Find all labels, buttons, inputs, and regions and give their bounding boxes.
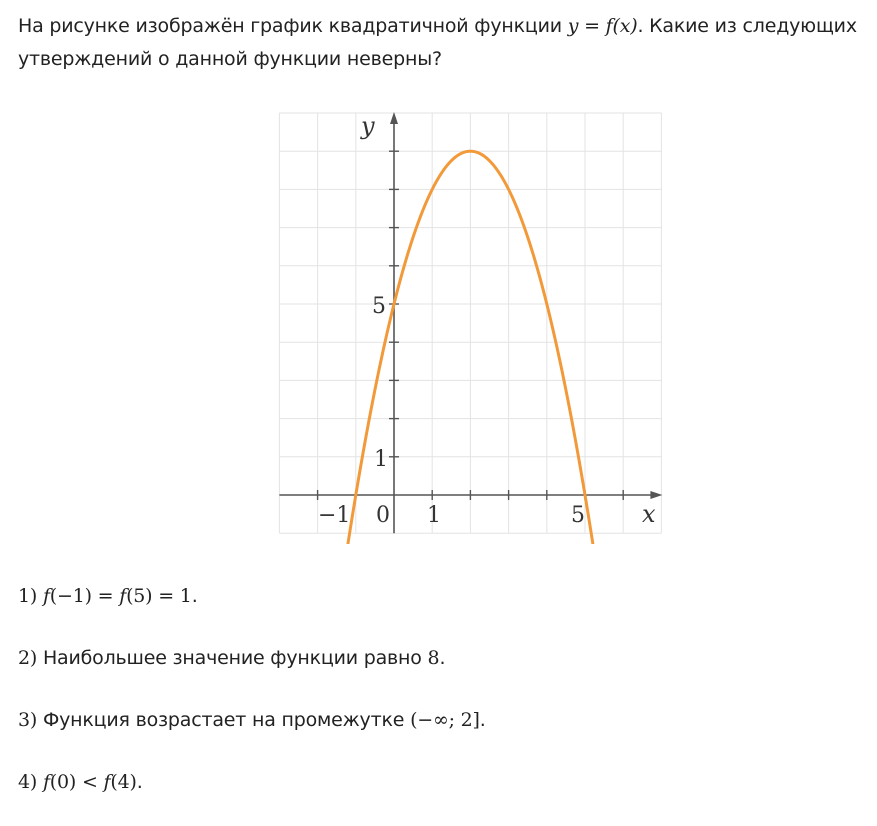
option-number: 2) [18, 647, 38, 669]
axes [279, 112, 662, 533]
option-math: f(−1) = f(5) = 1 [42, 585, 192, 607]
option-tail: . [191, 585, 198, 607]
y-axis-arrow [390, 112, 398, 124]
question-formula: y = f(x) [567, 15, 638, 37]
x-axis-label: x [642, 500, 656, 528]
option-tail: . [136, 771, 143, 793]
option-text: Наибольшее значение функции равно [42, 647, 428, 669]
question-part1: На рисунке изображён график квадратичной функции [18, 15, 568, 37]
option-value: 8 [427, 647, 440, 669]
option-value: (−∞; 2] [410, 709, 480, 731]
option-tail: . [439, 647, 446, 669]
tick-label-y-1: 1 [374, 447, 388, 472]
question-text [18, 10, 863, 76]
answer-options [18, 578, 863, 826]
graph-svg [270, 104, 670, 544]
option-3 [18, 702, 863, 764]
function-graph [270, 104, 670, 544]
tick-label-x-1: 1 [427, 503, 441, 528]
option-number: 1) [18, 585, 38, 607]
option-text: Функция возрастает на промежутке [42, 709, 411, 731]
option-math: f(0) < f(4) [42, 771, 137, 793]
option-2 [18, 640, 863, 702]
option-4 [18, 764, 863, 826]
question-part2: . Какие из следующих утверждений о данной функции неверны? [18, 15, 857, 70]
tick-label-y-5: 5 [372, 294, 386, 319]
option-tail: . [479, 709, 486, 731]
grid [279, 113, 661, 533]
tick-label-origin: 0 [376, 503, 390, 528]
tick-label-x-5: 5 [571, 503, 585, 528]
option-1 [18, 578, 863, 640]
option-number: 4) [18, 771, 38, 793]
x-axis-arrow [650, 491, 662, 499]
y-axis-label: y [361, 112, 375, 140]
tick-label-x-neg1: −1 [318, 503, 351, 528]
option-number: 3) [18, 709, 38, 731]
